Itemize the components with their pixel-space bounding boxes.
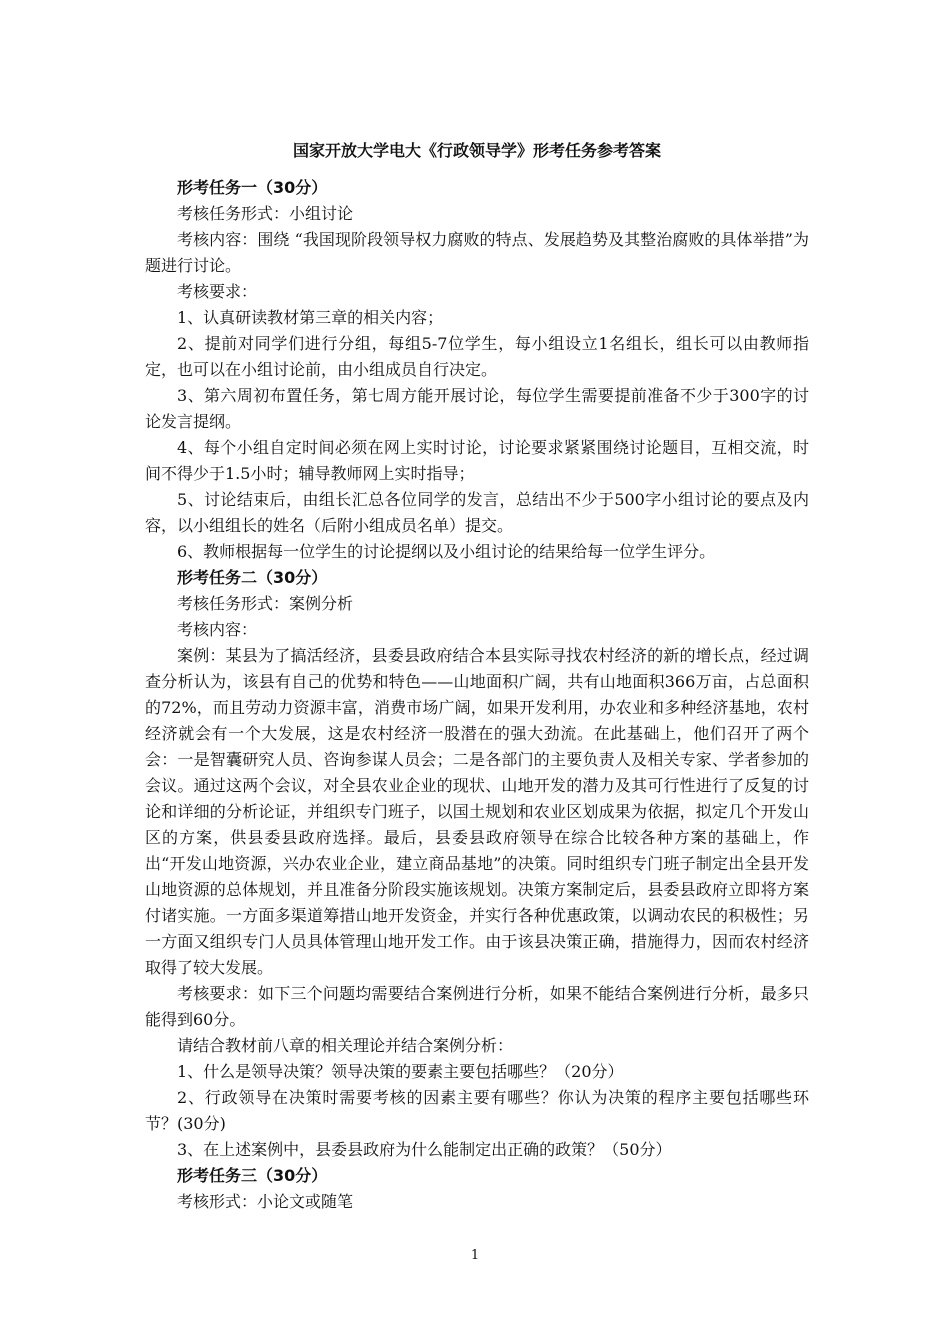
paragraph: 考核内容：	[177, 620, 258, 639]
paragraph: 请结合教材前八章的相关理论并结合案例分析：	[177, 1036, 514, 1055]
paragraph: 3、在上述案例中，县委县政府为什么能制定出正确的政策？（50分）	[177, 1140, 672, 1159]
paragraph: 4、每个小组自定时间必须在网上实时讨论，讨论要求紧紧围绕讨论题目，互相交流，时间不得少于1.5小时；辅导教师网上实时指导；	[145, 438, 809, 483]
section-heading: 形考任务三（30分）	[177, 1166, 328, 1185]
paragraph: 考核任务形式：案例分析	[177, 594, 354, 613]
section-heading: 形考任务二（30分）	[177, 568, 328, 587]
document-title: 国家开放大学电大《行政领导学》形考任务参考答案	[292, 141, 661, 160]
paragraph: 考核内容：围绕 “我国现阶段领导权力腐败的特点、发展趋势及其整治腐败的具体举措”为题进行讨论。	[145, 230, 809, 275]
paragraph: 考核任务形式：小组讨论	[177, 204, 354, 223]
section-heading: 形考任务一（30分）	[177, 178, 328, 197]
paragraph-list	[145, 175, 809, 1215]
paragraph: 2、提前对同学们进行分组，每组5-7位学生，每小组设立1名组长，组长可以由教师指定，也可以在小组讨论前，由小组成员自行决定。	[145, 334, 809, 379]
paragraph: 1、认真研读教材第三章的相关内容；	[177, 308, 444, 327]
page-body	[145, 138, 809, 1215]
paragraph: 案例：某县为了搞活经济，县委县政府结合本县实际寻找农村经济的新的增长点，经过调查分析认为，该县有自己的优势和特色——山地面积广阔，共有山地面积366万亩，占总面积的72%，而且劳动力资源丰富，消费市场广阔，如果开发利用，办农业和多种经济基地，农村经济就会有一个大发展，这是农村经济一股潜在的强大劲流。在此基础上，他们召开了两个会：一是智囊研究人员、咨询参谋人员会；二是各部门的主要负责人及相关专家、学者参加的会议。通过这两个会议，对全县农业企业的现状、山地开发的潜力及其可行性进行了反复的讨论和详细的分析论证，并组织专门班子，以国土规划和农业区划成果为依据，拟定几个开发山区的方案，供县委县政府选择。最后，县委县政府领导在综合比较各种方案的基础上，作出“开发山地资源，兴办农业企业，建立商品基地”的决策。同时组织专门班子制定出全县开发山地资源的总体规划，并且准备分阶段实施该规划。决策方案制定后，县委县政府立即将方案付诸实施。一方面多渠道筹措山地开发资金，并实行各种优惠政策，以调动农民的积极性；另一方面又组织专门人员具体管理山地开发工作。由于该县决策正确，措施得力，因而农村经济取得了较大发展。	[145, 646, 809, 977]
paragraph: 考核要求：如下三个问题均需要结合案例进行分析，如果不能结合案例进行分析，最多只能得到60分。	[145, 984, 809, 1029]
paragraph: 3、第六周初布置任务，第七周方能开展讨论，每位学生需要提前准备不少于300字的讨论发言提纲。	[145, 386, 809, 431]
paragraph: 2、行政领导在决策时需要考核的因素主要有哪些？你认为决策的程序主要包括哪些环节？(30分)	[145, 1088, 809, 1133]
paragraph: 5、讨论结束后，由组长汇总各位同学的发言，总结出不少于500字小组讨论的要点及内容，以小组组长的姓名（后附小组成员名单）提交。	[145, 490, 809, 535]
page-number: 1	[470, 1248, 480, 1263]
paragraph: 6、教师根据每一位学生的讨论提纲以及小组讨论的结果给每一位学生评分。	[177, 542, 716, 561]
paragraph: 1、什么是领导决策？领导决策的要素主要包括哪些？（20分）	[177, 1062, 624, 1081]
paragraph: 考核形式：小论文或随笔	[177, 1192, 354, 1211]
paragraph: 考核要求：	[177, 282, 258, 301]
